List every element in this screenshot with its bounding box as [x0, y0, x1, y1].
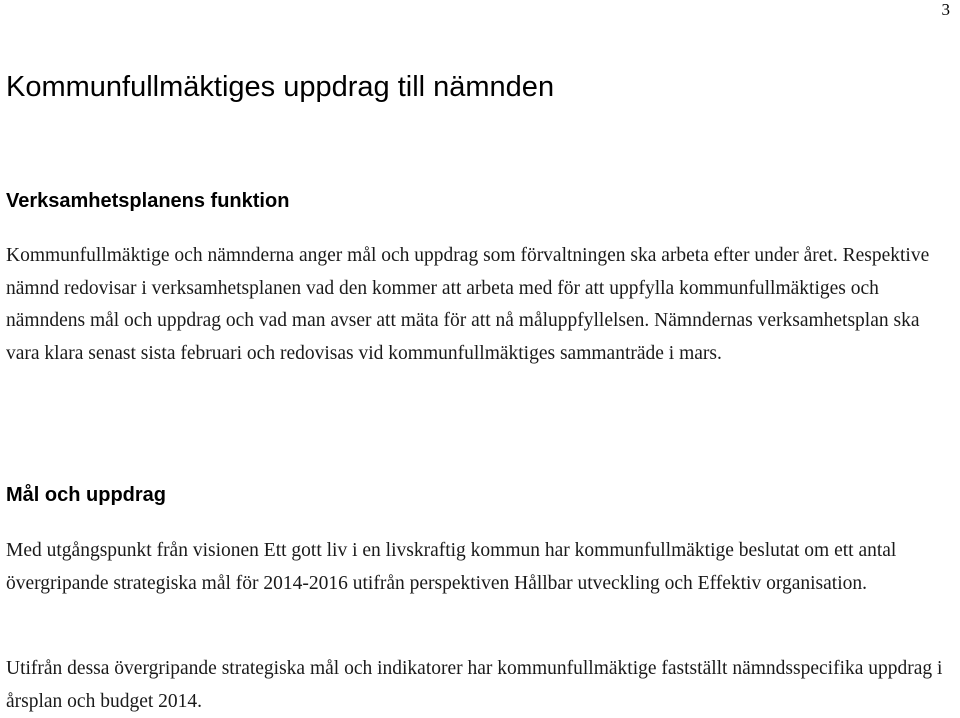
section-heading-verksamhetsplanens-funktion: Verksamhetsplanens funktion [6, 190, 290, 212]
paragraph-mal-och-uppdrag-2: Utifrån dessa övergripande strategiska mål och indikatorer har kommunfullmäktige fastställt nämndsspecifika uppdrag i årsplan och budget 2014. [6, 658, 943, 712]
section-heading-mal-och-uppdrag: Mål och uppdrag [6, 484, 166, 506]
paragraph-mal-och-uppdrag-1: Med utgångspunkt från visionen Ett gott liv i en livskraftig kommun har kommunfullmäktige beslutat om ett antal övergripande strategiska mål för 2014-2016 utifrån perspektiven Hållbar utveckling och Effektiv organisation. [6, 540, 897, 594]
page-title: Kommunfullmäktiges uppdrag till nämnden [6, 71, 555, 103]
page-number: 3 [941, 0, 950, 19]
paragraph-verksamhetsplanens-funktion: Kommunfullmäktige och nämnderna anger mål och uppdrag som förvaltningen ska arbeta efter under året. Respektive nämnd redovisar i verksamhetsplanen vad den kommer att arbeta med för att uppfylla kommunfullmäktiges och nämndens mål och uppdrag och vad man avser att mäta för att nå måluppfyllelsen. Nämndernas verksamhetsplan ska vara klara senast sista februari och redovisas vid kommunfullmäktiges sammanträde i mars. [6, 245, 930, 364]
